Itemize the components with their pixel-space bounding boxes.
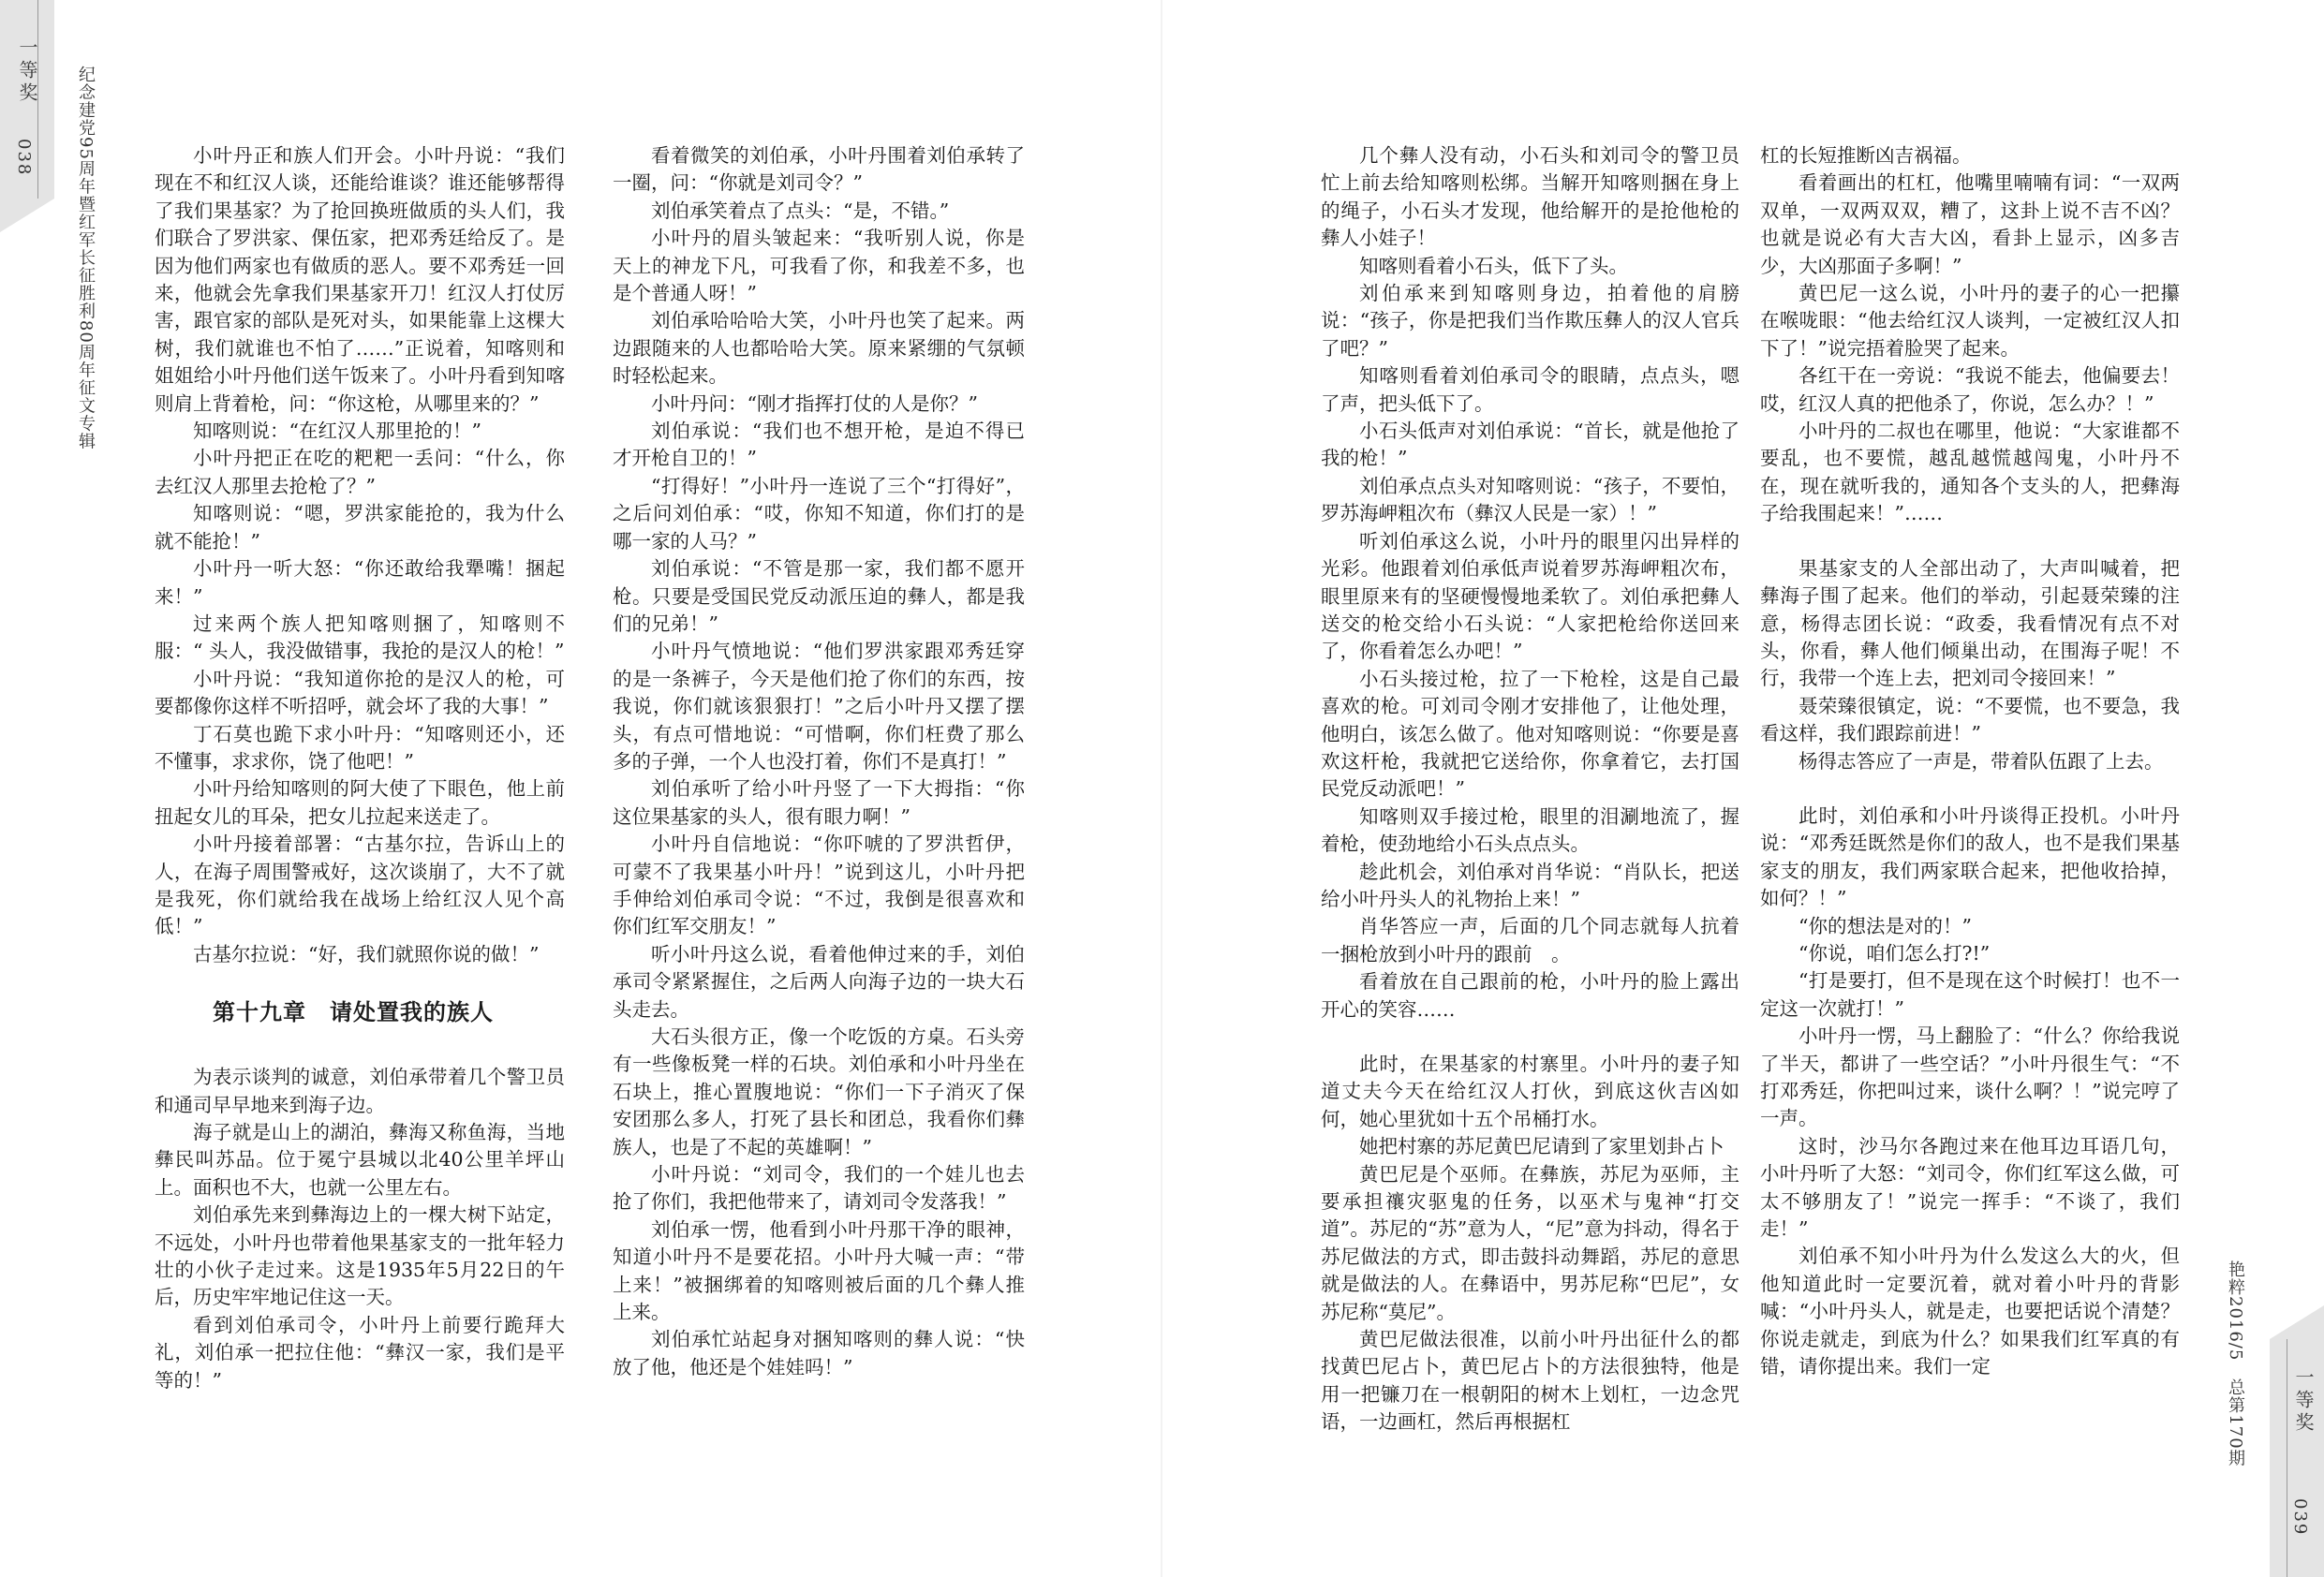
magazine-title-left: 纪念建党95周年暨红军长征胜利80周年征文专辑 [76, 66, 96, 450]
paragraph: 小叶丹一愣，马上翻脸了：“什么？你给我说了半天，都讲了一些空话？”小叶丹很生气：“不打邓秀廷，你把叫过来，谈什么啊？！”说完哼了一声。 [1760, 1024, 2180, 1130]
tab-fold-right [2270, 1305, 2324, 1339]
paragraph: 过来两个族人把知喀则捆了，知喀则不服：“ 头人，我没做错事，我抢的是汉人的枪！” [155, 612, 565, 663]
paragraph: 小石头低声对刘伯承说：“首长，就是他抢了我的枪！” [1321, 420, 1739, 470]
paragraph: 此时，在果基家的村寨里。小叶丹的妻子知道丈夫今天在给红汉人打伙，到底这伙吉凶如何，她心里犹如十五个吊桶打水。 [1321, 1053, 1739, 1130]
right-col2-paragraphs [1760, 142, 2180, 1380]
paragraph: 小叶丹一听大怒：“你还敢给我犟嘴！捆起来！” [155, 557, 565, 608]
paragraph: 刘伯承先来到彝海边上的一棵大树下站定，不远处，小叶丹也带着他果基家支的一批年轻力壮的小伙子走过来。这是1935年5月22日的午后，历史牢牢地记住这一天。 [155, 1203, 565, 1309]
paragraph: 听刘伯承这么说，小叶丹的眼里闪出异样的光彩。他跟着刘伯承低声说着罗苏海岬粗次布，眼里原来有的坚硬慢慢地柔软了。刘伯承把彝人送交的枪交给小石头说：“人家把枪给你送回来了，你看着怎么办吧！” [1321, 529, 1739, 663]
paragraph: “你的想法是对的！” [1799, 914, 1972, 937]
paragraph: 肖华答应一声，后面的几个同志就每人抗着一捆枪放到小叶丹的跟前 。 [1321, 915, 1739, 965]
paragraph: 刘伯承说：“不管是那一家，我们都不愿开枪。只要是受国民党反动派压迫的彝人，都是我们的兄弟！” [613, 557, 1025, 635]
paragraph: 小叶丹给知喀则的阿大使了下眼色，他上前扭起女儿的耳朵，把女儿拉起来送走了。 [155, 777, 565, 828]
paragraph: 知喀则说：“在红汉人那里抢的！” [193, 420, 481, 443]
paragraph: 大石头很方正，像一个吃饭的方桌。石头旁有一些像板凳一样的石块。刘伯承和小叶丹坐在石块上，推心置腹地说：“你们一下子消灭了保安团那么多人，打死了县长和团总，我看你们彝族人，也是了不起的英雄啊！” [613, 1025, 1025, 1158]
paragraph: 小叶丹的眉头皱起来：“我听别人说，你是天上的神龙下凡，可我看了你，和我差不多，也是个普通人呀！” [613, 227, 1025, 305]
paragraph: 小石头接过枪，拉了一下枪栓，这是自己最喜欢的枪。可刘司令刚才安排他了，让他处理，他明白，该怎么做了。他对知喀则说：“你要是喜欢这杆枪，我就把它送给你，你拿着它，去打国民党反动派吧！” [1321, 667, 1739, 801]
paragraph: 黄巴尼一这么说，小叶丹的妻子的心一把攥在喉咙眼：“他去给红汉人谈判，一定被红汉人扣下了！”说完捂着脸哭了起来。 [1760, 282, 2180, 360]
paragraph: “你说，咱们怎么打?!” [1799, 941, 1991, 965]
paragraph: 刘伯承不知小叶丹为什么发这么大的火，但他知道此时一定要沉着，就对着小叶丹的背影喊：“小叶丹头人，就是走，也要把话说个清楚？你说走就走，到底为什么？如果我们红军真的有错，请你提出来。我们一定 [1760, 1245, 2180, 1378]
paragraph: 看着画出的杠杠，他嘴里喃喃有词：“一双两双单，一双两双双，糟了，这卦上说不吉不凶？也就是说必有大吉大凶，看卦上显示，凶多吉少，大凶那面子多啊！” [1760, 171, 2180, 277]
paragraph: 看到刘伯承司令，小叶丹上前要行跪拜大礼，刘伯承一把拉住他：“彝汉一家，我们是平等的！” [155, 1313, 565, 1392]
paragraph: 小叶丹说：“刘司令，我们的一个娃儿也去抢了你们，我把他带来了，请刘司令发落我！” [613, 1163, 1025, 1214]
right-column-1 [1321, 142, 1739, 1437]
paragraph: 刘伯承说：“我们也不想开枪，是迫不得已才开枪自卫的！” [613, 420, 1025, 470]
left-col2-paragraphs [613, 142, 1025, 1381]
paragraph: 知喀则说：“嗯，罗洪家能抢的，我为什么就不能抢！” [155, 502, 565, 553]
right-column-2 [1760, 142, 2180, 1380]
paragraph: 聂荣臻很镇定，说：“不要慌，也不要急，我看这样，我们跟踪前进！” [1760, 694, 2180, 745]
paragraph: 杠的长短推断凶吉祸福。 [1760, 144, 1972, 167]
award-tab-right [2270, 1339, 2324, 1577]
paragraph: 趁此机会，刘伯承对肖华说：“肖队长，把送给小叶丹头人的礼物抬上来！” [1321, 860, 1739, 910]
award-label-left: 一等奖 [16, 37, 38, 105]
paragraph: 听小叶丹这么说，看着他伸过来的手，刘伯承司令紧紧握住，之后两人向海子边的一块大石头走去。 [613, 942, 1025, 1021]
paragraph: 知喀则看着小石头，低下了头。 [1359, 254, 1628, 277]
page-number-left: 038 [14, 139, 34, 177]
left-column-2 [613, 142, 1025, 1381]
paragraph: 她把村寨的苏尼黄巴尼请到了家里划卦占卜 [1359, 1135, 1724, 1158]
paragraph: 各红干在一旁说：“我说不能去，他偏要去！哎，红汉人真的把他杀了，你说，怎么办？！” [1760, 364, 2180, 415]
tab-fold-left [0, 199, 54, 232]
paragraph: 海子就是山上的湖泊，彝海又称鱼海，当地彝民叫苏品。位于冕宁县城以北40公里羊坪山上。面积也不大，也就一公里左右。 [155, 1121, 565, 1199]
paragraph: 果基家支的人全部出动了，大声叫喊着，把彝海子围了起来。他们的举动，引起聂荣臻的注意，杨得志团长说：“政委，我看情况有点不对头，你看，彝人他们倾巢出动，在围海子呢！不行，我带一个连上去，把刘司令接回来！” [1760, 556, 2180, 690]
paragraph: 黄巴尼是个巫师。在彝族，苏尼为巫师，主要承担禳灾驱鬼的任务，以巫术与鬼神“打交道”。苏尼的“苏”意为人，“尼”意为抖动，得名于苏尼做法的方式，即击鼓抖动舞蹈，苏尼的意思就是做法的人。在彝语中，男苏尼称“巴尼”，女苏尼称“莫尼”。 [1321, 1162, 1739, 1323]
paragraph: 看着放在自己跟前的枪，小叶丹的脸上露出开心的笑容…… [1321, 970, 1739, 1021]
chapter-title: 第十九章 请处置我的族人 [213, 998, 494, 1026]
paragraph: 看着微笑的刘伯承，小叶丹围着刘伯承转了一圈，问：“你就是刘司令？” [613, 144, 1025, 195]
paragraph: 刘伯承来到知喀则身边，拍着他的肩膀说：“孩子，你是把我们当作欺压彝人的汉人官兵了吧？” [1321, 282, 1739, 360]
paragraph: 小叶丹的二叔也在哪里，他说：“大家谁都不要乱，也不要慌，越乱越慌越闯鬼，小叶丹不在，现在就听我的，通知各个支头的人，把彝海子给我围起来！”…… [1760, 420, 2180, 525]
paragraph: 刘伯承忙站起身对捆知喀则的彝人说：“快放了他，他还是个娃娃吗！” [613, 1328, 1025, 1378]
paragraph: 小叶丹把正在吃的粑粑一丢问：“什么，你去红汉人那里去抢枪了？” [155, 447, 565, 497]
paragraph: 这时，沙马尔各跑过来在他耳边耳语几句，小叶丹听了大怒：“刘司令，你们红军这么做，可太不够朋友了！”说完一挥手：“不谈了，我们走！” [1760, 1134, 2180, 1241]
award-label-right: 一等奖 [2292, 1367, 2315, 1435]
paragraph: 丁石莫也跪下求小叶丹：“知喀则还小，还不懂事，求求你，饶了他吧！” [155, 722, 565, 773]
paragraph: 刘伯承哈哈哈大笑，小叶丹也笑了起来。两边跟随来的人也都哈哈大笑。原来紧绷的气氛顿时轻松起来。 [613, 309, 1025, 388]
paragraph: 小叶丹气愤地说：“他们罗洪家跟邓秀廷穿的是一条裤子，今天是他们抢了你们的东西，按我说，你们就该狠狠打！”之后小叶丹又摆了摆头，有点可惜地说：“可惜啊，你们枉费了那么多的子弹，一个人也没打着，你们不是真打！” [613, 640, 1025, 773]
paragraph: 杨得志答应了一声是，带着队伍跟了上去。 [1799, 749, 2164, 773]
paragraph: “打得好！”小叶丹一连说了三个“打得好”，之后问刘伯承：“哎，你知不知道，你们打的是哪一家的人马？” [613, 474, 1025, 553]
paragraph: 刘伯承笑着点了点头：“是，不错。” [651, 199, 950, 222]
left-column-1 [155, 142, 565, 1394]
paragraph: 小叶丹说：“我知道你抢的是汉人的枪，可要都像你这样不听招呼，就会坏了我的大事！” [155, 667, 565, 718]
paragraph: 为表示谈判的诚意，刘伯承带着几个警卫员和通司早早地来到海子边。 [155, 1066, 565, 1116]
paragraph: 此时，刘伯承和小叶丹谈得正投机。小叶丹说：“邓秀廷既然是你们的敌人，也不是我们果基家支的朋友，我们两家联合起来，把他收拾掉，如何？！” [1760, 803, 2180, 910]
paragraph: 知喀则双手接过枪，眼里的泪涮地流了，握着枪，使劲地给小石头点点头。 [1321, 804, 1739, 856]
paragraph: 刘伯承一愣，他看到小叶丹那干净的眼神，知道小叶丹不是要花招。小叶丹大喊一声：“带上来！”被捆绑着的知喀则被后面的几个彝人推上来。 [613, 1217, 1025, 1324]
paragraph: 小叶丹问：“刚才指挥打仗的人是你？” [651, 391, 978, 415]
paragraph: 小叶丹接着部署：“古基尔拉，告诉山上的人，在海子周围警戒好，这次谈崩了，大不了就是我死，你们就给我在战场上给红汉人见个高低！” [155, 833, 565, 938]
paragraph: 小叶丹自信地说：“你吓唬的了罗洪哲伊，可蒙不了我果基小叶丹！”说到这儿，小叶丹把手伸给刘伯承司令说：“不过，我倒是很喜欢和你们红军交朋友！” [613, 833, 1025, 938]
left-col1-paragraphs [155, 142, 565, 968]
paragraph: “打是要打，但不是现在这个时候打！也不一定这一次就打！” [1760, 969, 2180, 1020]
paragraph: 古基尔拉说：“好，我们就照你说的做！” [193, 942, 540, 965]
right-page [1162, 0, 2324, 1577]
paragraph: 黄巴尼做法很准，以前小叶丹出征什么的都找黄巴尼占卜，黄巴尼占卜的方法很独特，他是用一把镰刀在一根朝阳的树木上划杠，一边念咒语，一边画杠，然后再根据杠 [1321, 1328, 1739, 1434]
award-tab-left [0, 0, 54, 199]
paragraph: 小叶丹正和族人们开会。小叶丹说：“我们现在不和红汉人谈，还能给谁谈？谁还能够帮得了我们果基家？为了抢回换班做质的头人们，我们联合了罗洪家、倮伍家，把邓秀廷给反了。是因为他们两家也有做质的恶人。要不邓秀廷一回来，他就会先拿我们果基家开刀！红汉人打仗厉害，跟官家的部队是死对头，如果能靠上这棵大树，我们就谁也不怕了……”正说着，知喀则和姐姐给小叶丹他们送午饭来了。小叶丹看到知喀则肩上背着枪，问：“你这枪，从哪里来的？” [155, 144, 565, 415]
paragraph: 知喀则看着刘伯承司令的眼睛，点点头，嗯了声，把头低下了。 [1321, 364, 1739, 415]
left-col1-after-paragraphs [155, 1064, 565, 1394]
right-col1-paragraphs [1321, 142, 1739, 1437]
magazine-title-right: 艳粹2016/5 总第170期 [2226, 1260, 2245, 1467]
page-number-right: 039 [2290, 1498, 2310, 1537]
paragraph: 几个彝人没有动，小石头和刘司令的警卫员忙上前去给知喀则松绑。当解开知喀则捆在身上的绳子，小石头才发现，他给解开的是抢他枪的彝人小娃子！ [1321, 144, 1739, 250]
paragraph: 刘伯承点点头对知喀则说：“孩子，不要怕，罗苏海岬粗次布（彝汉人民是一家）！” [1321, 474, 1739, 525]
paragraph: 刘伯承听了给小叶丹竖了一下大拇指：“你这位果基家的头人，很有眼力啊！” [613, 777, 1025, 828]
